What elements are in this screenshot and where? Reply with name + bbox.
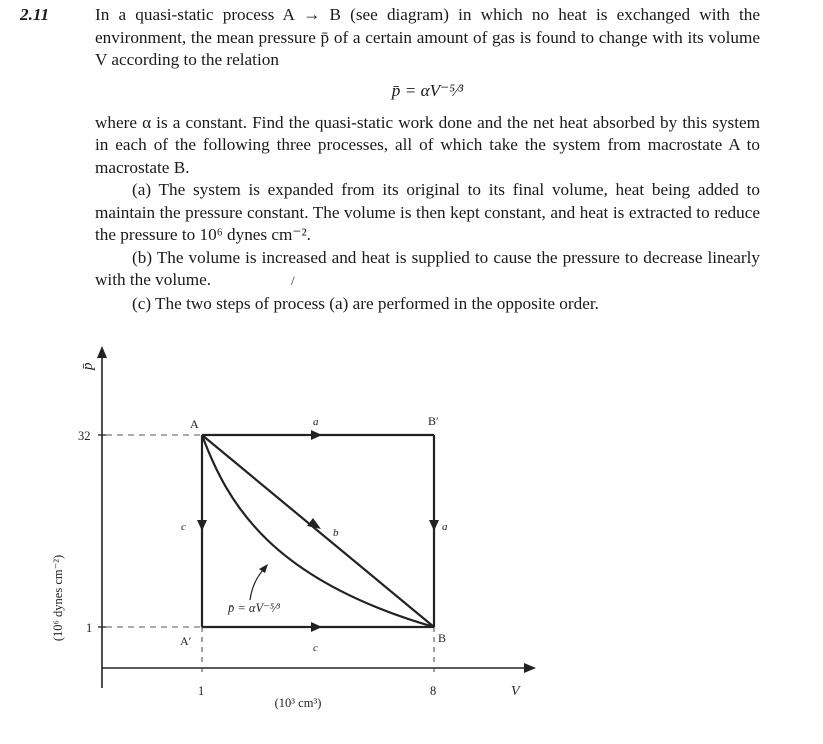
x-axis-arrow [524, 663, 536, 673]
label-a-top: a [313, 416, 319, 428]
pv-diagram [0, 340, 560, 740]
point-A-prime: A′ [180, 634, 192, 648]
y-tick-label-1: 1 [86, 621, 93, 635]
problem-question: where α is a constant. Find the quasi-static work done and the net heat absorbed by this system in each of the following three processes, all of which take the system from macrostate A to macrostate B. [95, 112, 760, 177]
part-c: (c) The two steps of process (a) are performed in the opposite order. [132, 293, 599, 313]
curve-equation-label: p̄ = αV⁻⁵⁄³ [228, 601, 280, 615]
arrow-a-right [429, 520, 439, 531]
x-tick-label-1: 1 [198, 684, 205, 698]
x-tick-label-8: 8 [430, 684, 437, 698]
point-B-prime: B′ [428, 414, 439, 428]
label-c-left: c [181, 521, 186, 533]
part-a: (a) The system is expanded from its original to its final volume, heat being added to maintain the pressure constant. The volume is then kept constant, and heat is extracted to reduce the pressure to 10⁶ dynes cm⁻². [95, 180, 760, 244]
problem-block [20, 4, 760, 315]
arrow-a-top [311, 430, 322, 440]
y-tick-label-32: 32 [78, 429, 91, 443]
problem-number: 2.11 [20, 5, 50, 24]
x-axis-unit: (10³ cm³) [274, 696, 322, 710]
y-axis-unit: (10⁶ dynes cm⁻²) [51, 554, 65, 642]
stray-mark: / [291, 273, 295, 288]
point-B: B [438, 631, 447, 645]
part-b [95, 247, 760, 293]
arrow-c-bottom [311, 622, 322, 632]
adiabat-equation: p̄ = αV⁻⁵⁄³ [391, 80, 464, 100]
point-A: A [190, 417, 199, 431]
y-axis-symbol: p̄ [80, 362, 96, 370]
label-a-right: a [442, 521, 448, 533]
label-b: b [333, 527, 339, 539]
arrow-b [307, 518, 321, 529]
label-c-bottom: c [313, 642, 318, 654]
problem-intro: In a quasi-static process A → B (see diagram) in which no heat is exchanged with the environment, the mean pressure p̄ of a certain amount of gas is found to change with its volume V according to the relation [95, 5, 760, 69]
curve-pointer-head [259, 564, 268, 573]
path-b [202, 435, 434, 627]
arrow-c-left [197, 520, 207, 531]
curve-pointer [250, 568, 265, 600]
x-axis-symbol: V [511, 684, 520, 699]
part-b-text: (b) The volume is increased and heat is supplied to cause the pressure to decrease linearly with the volume. [95, 247, 760, 289]
y-axis-arrow [97, 346, 107, 358]
